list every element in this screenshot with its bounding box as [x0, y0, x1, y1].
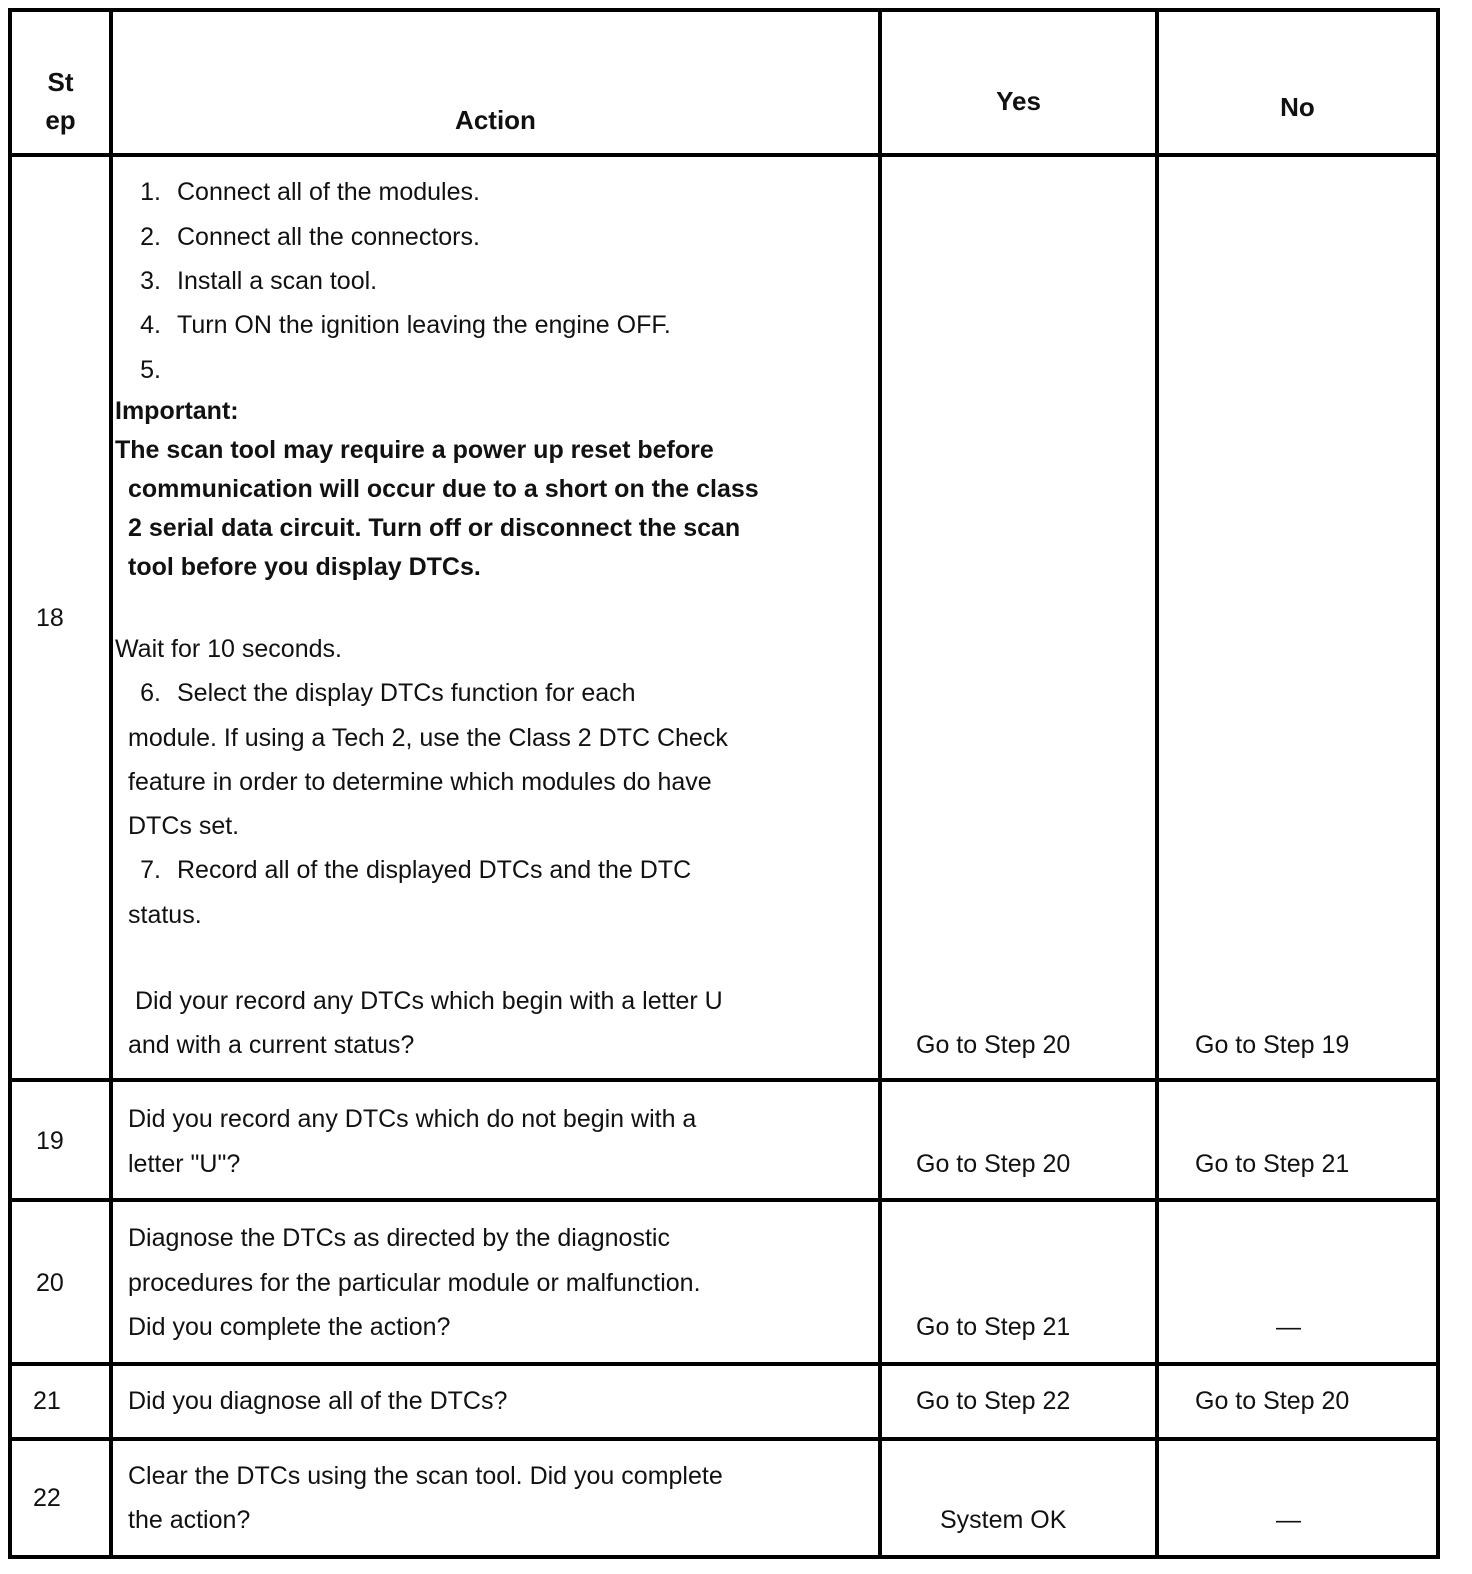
action-text: procedures for the particular module or malfunction. [128, 1269, 701, 1297]
row-divider [8, 1362, 1440, 1366]
no-result: Go to Step 21 [1195, 1150, 1350, 1178]
no-result: — [1276, 1506, 1301, 1534]
important-text: communication will occur due to a short on the class [128, 475, 759, 503]
step-number: 19 [36, 1127, 64, 1155]
yes-result: System OK [940, 1506, 1067, 1534]
question-text: Did your record any DTCs which begin with a letter U [135, 987, 723, 1015]
row-divider [8, 1078, 1440, 1082]
important-text: The scan tool may require a power up reset before [115, 436, 714, 464]
list-item: 6. Select the display DTCs function for each [140, 679, 636, 707]
header-action: Action [455, 105, 536, 135]
action-text: Did you record any DTCs which do not begin with a [128, 1105, 697, 1133]
list-item-continuation: status. [128, 901, 202, 929]
no-result: — [1276, 1313, 1301, 1341]
step-number: 21 [33, 1387, 61, 1415]
no-result: Go to Step 19 [1195, 1031, 1350, 1059]
list-item: 2. Connect all the connectors. [140, 223, 480, 251]
action-text: Did you complete the action? [128, 1313, 451, 1341]
row-divider [8, 1437, 1440, 1441]
header-step-line2: ep [45, 105, 76, 135]
column-divider [109, 8, 113, 1559]
header-yes: Yes [996, 86, 1041, 116]
step-number: 20 [36, 1269, 64, 1297]
list-item: 5. [140, 356, 161, 384]
list-item-continuation: feature in order to determine which modules do have [128, 768, 712, 796]
yes-result: Go to Step 22 [916, 1387, 1071, 1415]
list-item: 1. Connect all of the modules. [140, 178, 480, 206]
list-item: 3. Install a scan tool. [140, 267, 378, 295]
yes-result: Go to Step 20 [916, 1031, 1071, 1059]
action-text: Did you diagnose all of the DTCs? [128, 1387, 508, 1415]
table-border-right [1436, 8, 1440, 1559]
table-border-top [8, 8, 1440, 12]
yes-result: Go to Step 21 [916, 1313, 1071, 1341]
question-text: and with a current status? [128, 1031, 415, 1059]
column-divider [878, 8, 882, 1559]
important-text: 2 serial data circuit. Turn off or disconnect the scan [128, 514, 741, 542]
list-item: 7. Record all of the displayed DTCs and the DTC [140, 856, 692, 884]
important-label: Important: [115, 397, 239, 425]
action-text: the action? [128, 1506, 251, 1534]
row-divider [8, 1198, 1440, 1202]
header-step [12, 63, 109, 139]
step-number: 22 [33, 1484, 61, 1512]
important-text: tool before you display DTCs. [128, 553, 481, 581]
header-step-line1: St [47, 67, 74, 97]
no-result: Go to Step 20 [1195, 1387, 1350, 1415]
table-border-left [8, 8, 12, 1559]
action-text: Clear the DTCs using the scan tool. Did you complete [128, 1462, 723, 1490]
header-no: No [1280, 92, 1315, 122]
yes-result: Go to Step 20 [916, 1150, 1071, 1178]
step-number: 18 [36, 604, 64, 632]
list-item-continuation: module. If using a Tech 2, use the Class 2 DTC Check [128, 724, 728, 752]
wait-text: Wait for 10 seconds. [115, 635, 342, 663]
column-divider [1155, 8, 1159, 1559]
list-item: 4. Turn ON the ignition leaving the engine OFF. [140, 311, 671, 339]
table-border-bottom [8, 1555, 1440, 1559]
header-divider [8, 153, 1440, 157]
action-text: letter "U"? [128, 1150, 241, 1178]
action-text: Diagnose the DTCs as directed by the diagnostic [128, 1224, 670, 1252]
list-item-continuation: DTCs set. [128, 812, 240, 840]
